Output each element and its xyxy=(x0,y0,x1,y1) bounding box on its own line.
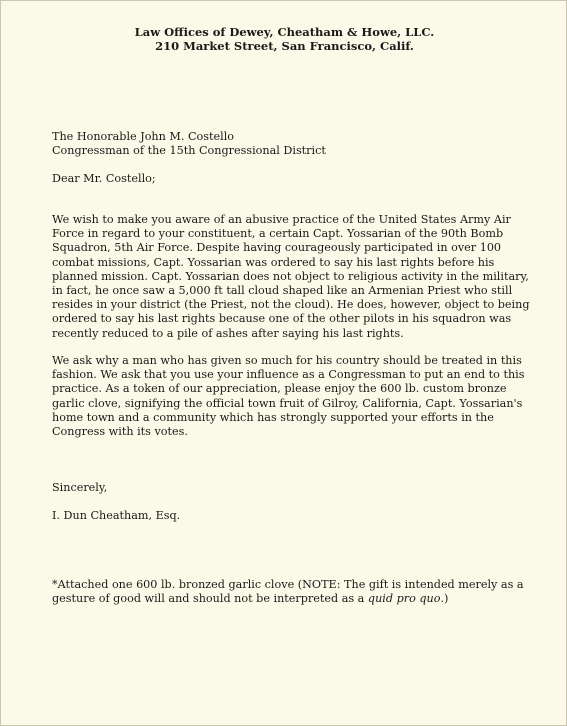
recipient-title: Congressman of the 15th Congressional District xyxy=(52,144,326,158)
salutation: Dear Mr. Costello; xyxy=(52,172,156,185)
recipient-block xyxy=(52,130,542,158)
closing: Sincerely, xyxy=(52,481,108,494)
paragraph-text: We wish to make you aware of an abusive practice of the United States Army Air Force in regard to your constituent, a certain Capt. Yossarian of the 90th Bomb Squadron, 5th Air Force. Despite having courageously participated in over 100 combat missions, Capt. Yossarian was ordered to say his last rights before his planned mission. Capt. Yossarian does not object to religious activity in the military, in fact, he once saw a 5,000 ft tall cloud shaped like an Armenian Priest who still resides in your district (the Priest, not the cloud). He does, however, object to being ordered to say his last rights because one of the other pilots in his squadron was recently reduced to a pile of ashes after saying his last rights. xyxy=(52,213,530,340)
signature-name: I. Dun Cheatham, Esq. xyxy=(52,509,181,522)
letterhead-firm-name: Law Offices of Dewey, Cheatham & Howe, LLC. xyxy=(134,25,435,39)
paragraph-text: We ask why a man who has given so much for his country should be treated in this fashion. We ask that you use your influence as a Congressman to put an end to this practice. As a token of our appreciation, please enjoy the 600 lb. custom bronze garlic clove, signifying the official town fruit of Gilroy, California, Capt. Yossarian's home town and a community which has strongly supported your efforts in the Congress with its votes. xyxy=(52,354,525,439)
letterhead xyxy=(1,25,567,53)
footnote xyxy=(52,578,552,606)
footnote-text: *Attached one 600 lb. bronzed garlic clove (NOTE: The gift is intended merely as a gesture of good will and should not be interpreted as a xyxy=(52,578,524,606)
recipient-name: The Honorable John M. Costello xyxy=(52,130,235,143)
footnote-end: .) xyxy=(440,592,449,606)
letterhead-address: 210 Market Street, San Francisco, Calif. xyxy=(155,39,414,53)
body-paragraph-1 xyxy=(52,213,542,341)
footnote-italic: quid pro quo xyxy=(367,592,441,606)
body-paragraph-2 xyxy=(52,354,542,439)
